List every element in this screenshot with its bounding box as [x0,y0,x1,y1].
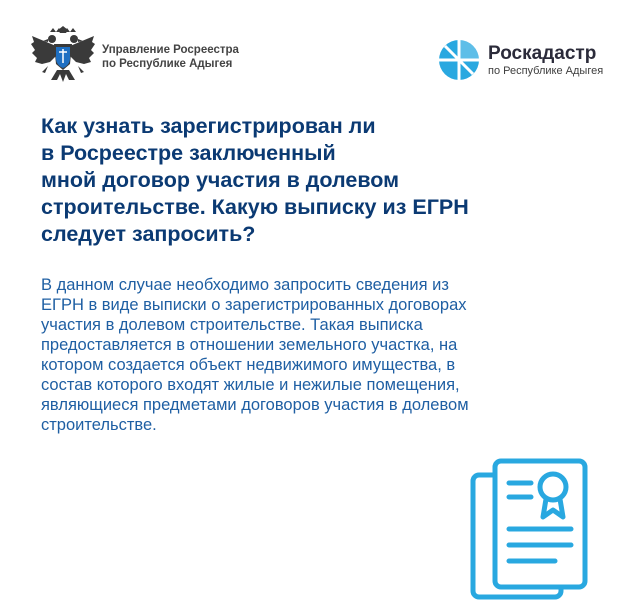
roskadastr-name: Роскадастр [488,42,597,64]
body-line: строительстве. [41,416,157,434]
title-line: строительстве. Какую выписку из ЕГРН [41,195,469,219]
article-body [41,275,601,435]
body-line: состав которого входят жилые и нежилые помещения, [41,376,460,394]
body-line: участия в долевом строительстве. Такая выписка [41,316,423,334]
rosreestr-name [102,43,239,71]
certificate-document-icon [465,455,595,605]
rosreestr-logo [30,26,239,88]
double-headed-eagle-emblem-icon [30,26,96,88]
rosreestr-line2: по Республике Адыгея [102,58,233,70]
roskadastr-logo [437,38,603,82]
title-line: мной договор участия в долевом [41,168,400,192]
article-title [41,113,601,248]
rosreestr-line1: Управление Росреестра [102,44,239,56]
roskadastr-subtitle: по Республике Адыгея [488,64,604,77]
body-line: В данном случае необходимо запросить сведения из [41,276,449,294]
body-line: котором создается объект недвижимого имущества, в [41,356,456,374]
title-line: Как узнать зарегистрирован ли [41,114,376,138]
body-line: ЕГРН в виде выписки о зарегистрированных договорах [41,296,467,314]
body-line: предоставляется в отношении земельного участка, на [41,336,458,354]
roskadastr-map-logo-icon [437,38,481,82]
title-line: следует запросить? [41,222,256,246]
body-line: являющиеся предметами договоров участия в долевом [41,396,469,414]
title-line: в Росреестре заключенный [41,141,336,165]
